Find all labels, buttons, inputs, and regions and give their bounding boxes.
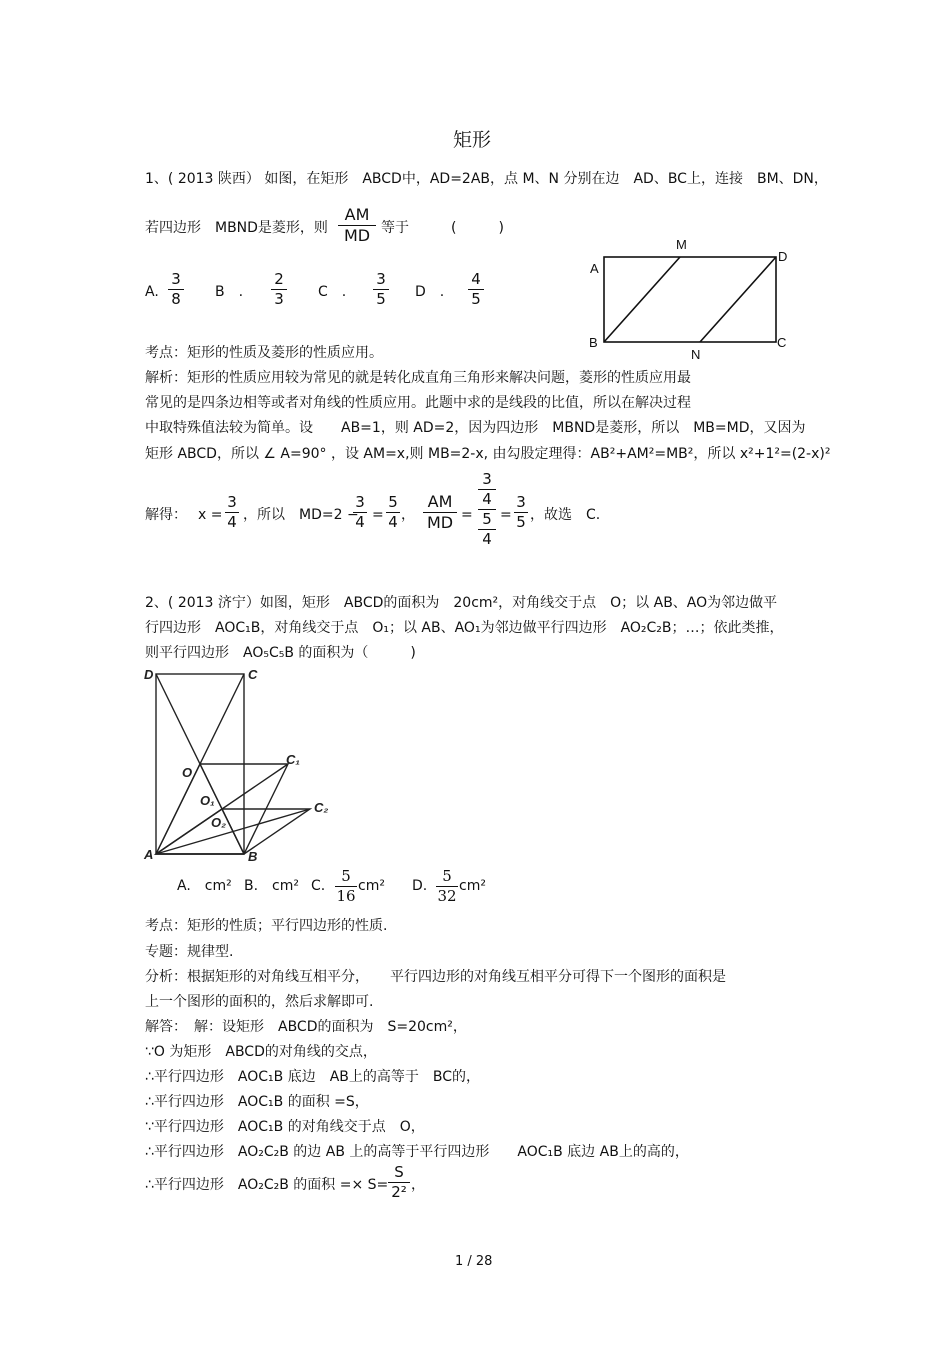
q2-step3: ∴平行四边形 AOC₁B 的面积 =S，: [145, 1094, 369, 1110]
q1-kaodian: 考点：矩形的性质及菱形的性质应用。: [145, 345, 383, 361]
q1-jiexi-line1: 解析：矩形的性质应用较为常见的就是转化成直角三角形来解决问题，菱形的性质应用最: [145, 370, 691, 386]
q1-option-b-label: B .: [215, 284, 244, 300]
point-label-c1: C₁: [286, 752, 300, 767]
q1-ratio-fraction: [423, 494, 457, 531]
fraction-numerator: 5: [388, 493, 398, 511]
fraction-numerator: 5: [341, 867, 351, 885]
fraction-denominator: 4: [355, 513, 365, 531]
q2-step6-fraction: [388, 1165, 410, 1200]
q1-jiexi-line4: 矩形 ABCD，所以 ∠ A=90° ，设 AM=x,则 MB=2-x, 由勾股定理得：AB²+AM²=MB²，所以 x²+1²=(2-x)²: [145, 446, 831, 462]
q1-option-d-label: D .: [415, 284, 445, 300]
q1-option-c-label: C .: [318, 284, 347, 300]
q2-option-c-unit: cm²: [358, 878, 385, 894]
q2-step6-prefix: ∴平行四边形 AO₂C₂B 的面积 =× S=: [145, 1177, 389, 1193]
fraction-denominator: 4: [482, 490, 492, 508]
q2-option-d-label: D.: [412, 878, 428, 894]
fraction-denominator: 8: [171, 290, 181, 308]
q2-jieda: 解答： 解：设矩形 ABCD的面积为 S=20cm²，: [145, 1019, 467, 1035]
q1-line2-suffix: 等于 ( ): [381, 220, 504, 236]
fraction-numerator: 3: [516, 493, 526, 511]
q1-result-fraction: [514, 495, 528, 530]
q1-rectangle-figure: [580, 232, 795, 364]
q1-md-fraction-2: [386, 495, 400, 530]
fraction-denominator: 5: [376, 290, 386, 308]
q2-kaodian: 考点：矩形的性质；平行四边形的性质.: [145, 918, 388, 934]
q1-equals-2: =: [461, 507, 473, 523]
point-label-c2: C₂: [314, 800, 329, 815]
q2-step5: ∴平行四边形 AO₂C₂B 的边 AB 上的高等于平行四边形 AOC₁B 底边 AB上的高的，: [145, 1144, 689, 1160]
point-label-o: O: [182, 765, 193, 780]
q2-step4: ∵平行四边形 AOC₁B 的对角线交于点 O，: [145, 1119, 425, 1135]
fraction-denominator: 5: [516, 513, 526, 531]
q2-line1: 2、( 2013 济宁）如图，矩形 ABCD的面积为 20cm²，对角线交于点 O；以 AB、AO为邻边做平: [145, 595, 778, 611]
q2-line3: 则平行四边形 AO₅C₅B 的面积为（ ): [145, 645, 416, 661]
q1-option-b-fraction: [271, 272, 287, 307]
rectangle-abcd: [604, 257, 776, 342]
q1-md-fraction-1: [353, 495, 367, 530]
fraction-denominator: 16: [336, 887, 356, 905]
q2-fenxi-line1: 分析：根据矩形的对角线互相平分， 平行四边形的对角线互相平分可得下一个图形的面积是: [145, 969, 726, 985]
q1-x-fraction: [225, 495, 239, 530]
segment-bm: [604, 257, 680, 342]
fraction-numerator: 4: [471, 270, 481, 288]
fraction-denominator: 4: [388, 513, 398, 531]
point-label-c: C: [777, 335, 787, 350]
fraction-numerator: 3: [482, 470, 492, 488]
page-title: 矩形: [453, 129, 492, 151]
fraction-denominator: 3: [274, 290, 284, 308]
fraction-numerator: 5: [442, 867, 452, 885]
fraction-denominator: 2²: [391, 1183, 407, 1201]
q1-line2-prefix: 若四边形 MBND是菱形，则: [145, 220, 328, 236]
q1-am-md-fraction: [338, 207, 376, 244]
fraction-denominator: MD: [343, 226, 371, 245]
fraction-numerator: 3: [376, 270, 386, 288]
fraction-numerator: AM: [427, 492, 453, 511]
q2-option-d-unit: cm²: [459, 878, 486, 894]
q2-option-c-label: C.: [311, 878, 326, 894]
q1-jiede-mid: ，所以 MD=2 −: [243, 507, 359, 523]
q2-option-b: B. cm²: [244, 878, 300, 894]
q1-line1: 1、( 2013 陕西） 如图，在矩形 ABCD中，AD=2AB，点 M、N 分别在边 AD、BC上，连接 BM、DN，: [145, 171, 828, 187]
fraction-numerator: 3: [227, 493, 237, 511]
fraction-denominator: 5: [471, 290, 481, 308]
q1-equals-3: =: [500, 507, 512, 523]
fraction-numerator: 2: [274, 270, 284, 288]
fraction-denominator: 4: [227, 513, 237, 531]
fraction-denominator: MD: [426, 513, 454, 532]
q1-jiexi-line2: 常见的是四条边相等或者对角线的性质应用。此题中求的是线段的比值，所以在解决过程: [145, 395, 691, 411]
q2-step2: ∴平行四边形 AOC₁B 底边 AB上的高等于 BC的，: [145, 1069, 481, 1085]
point-label-b: B: [248, 849, 258, 864]
point-label-n: N: [691, 347, 701, 362]
fraction-numerator: AM: [344, 205, 370, 224]
q1-option-c-fraction: [373, 272, 389, 307]
q2-step1: ∵O 为矩形 ABCD的对角线的交点，: [145, 1044, 377, 1060]
q1-comma: ，: [401, 507, 415, 523]
q1-answer: ，故选 C.: [530, 507, 601, 523]
q2-line2: 行四边形 AOC₁B，对角线交于点 O₁；以 AB、AO₁为邻边做平行四边形 AO₂C₂B；…；依此类推，: [145, 620, 784, 636]
fraction-numerator: 5: [482, 510, 492, 528]
q2-option-d-fraction: [436, 869, 458, 904]
fraction-numerator: 3: [171, 270, 181, 288]
point-label-a: A: [590, 261, 599, 276]
q1-jiede-x: x =: [198, 507, 223, 523]
q2-step6-suffix: ，: [411, 1177, 425, 1193]
point-label-d: D: [144, 667, 154, 682]
q1-compound-fraction: [478, 472, 496, 547]
q1-equals-1: =: [372, 507, 384, 523]
point-label-o1: O₁: [200, 793, 215, 808]
q2-option-c-fraction: [335, 869, 357, 904]
fraction-numerator: 3: [355, 493, 365, 511]
point-label-d: D: [778, 249, 788, 264]
q2-zhuanti: 专题：规律型.: [145, 944, 234, 960]
fraction-numerator: S: [394, 1163, 404, 1181]
q1-option-a-fraction: [168, 272, 184, 307]
q2-option-a: A. cm²: [177, 878, 232, 894]
q1-jiede-label: 解得：: [145, 507, 187, 523]
point-label-b: B: [589, 335, 598, 350]
point-label-m: M: [676, 237, 687, 252]
q2-parallelogram-figure: [140, 660, 340, 870]
fraction-denominator: 4: [482, 530, 492, 548]
page-number: 1 / 28: [455, 1254, 493, 1269]
segment-nd: [700, 257, 776, 342]
q1-jiexi-line3: 中取特殊值法较为简单。设 AB=1，则 AD=2，因为四边形 MBND是菱形，所以 MB=MD，又因为: [145, 420, 806, 436]
point-label-o2: O₂: [211, 815, 227, 830]
q1-option-d-fraction: [468, 272, 484, 307]
fraction-denominator: 32: [437, 887, 457, 905]
q1-option-a-label: A.: [145, 284, 159, 300]
point-label-a: A: [144, 847, 154, 862]
q2-fenxi-line2: 上一个图形的面积的，然后求解即可.: [145, 994, 374, 1010]
point-label-c: C: [248, 667, 258, 682]
